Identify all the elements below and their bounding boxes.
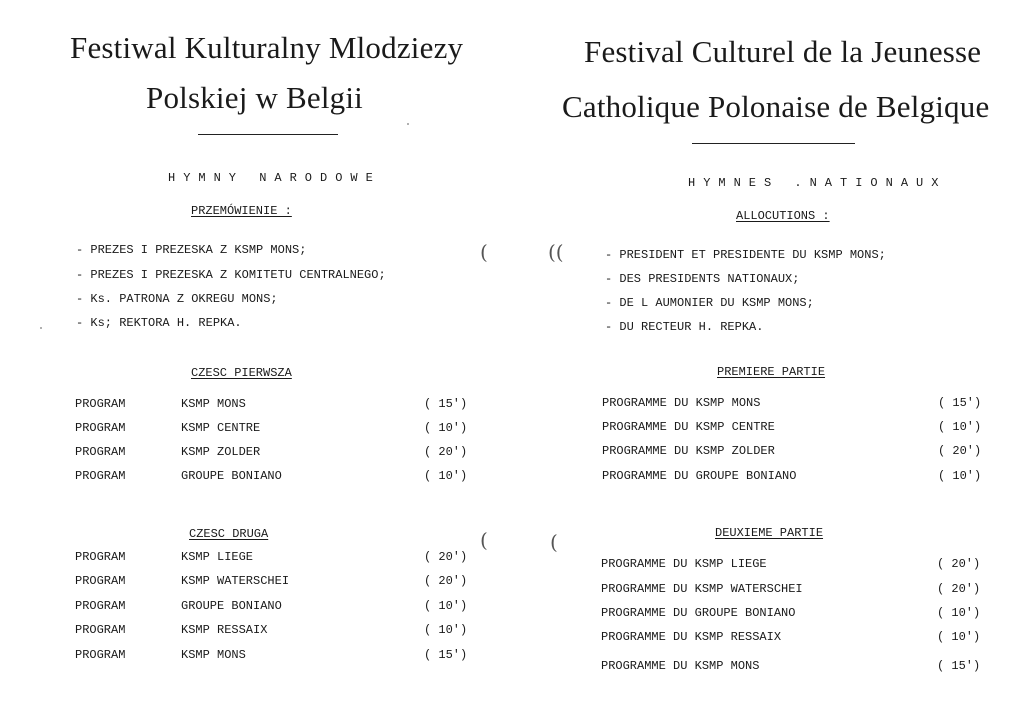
program-label: PROGRAMME DU KSMP CENTRE: [602, 420, 775, 434]
program-row: [0, 648, 512, 664]
speech-item: - Ks; REKTORA H. REPKA.: [76, 316, 242, 330]
speech-item: - PRESIDENT ET PRESIDENTE DU KSMP MONS;: [605, 248, 886, 262]
binder-mark: (: [480, 528, 488, 552]
program-duration: ( 15'): [937, 659, 981, 673]
anthem-heading: HYMNY NARODOWE: [168, 171, 381, 185]
program-group: KSMP MONS: [181, 648, 246, 662]
program-row: [0, 397, 512, 413]
program-row: [0, 421, 512, 437]
program-group: KSMP LIEGE: [181, 550, 254, 564]
program-label: PROGRAMME DU KSMP MONS: [601, 659, 760, 673]
program-group: KSMP RESSAIX: [181, 623, 268, 637]
program-label: PROGRAM: [75, 421, 126, 435]
paper-speck: [407, 123, 409, 125]
program-label: PROGRAMME DU KSMP ZOLDER: [602, 444, 775, 458]
program-label: PROGRAMME DU GROUPE BONIANO: [602, 469, 797, 483]
title-divider: [692, 143, 855, 144]
speech-item: - DE L AUMONIER DU KSMP MONS;: [605, 296, 814, 310]
program-row: [512, 396, 1024, 412]
speech-item: - DES PRESIDENTS NATIONAUX;: [605, 272, 800, 286]
speech-item: - PREZES I PREZESKA Z KSMP MONS;: [76, 243, 307, 257]
program-duration: ( 20'): [424, 445, 468, 459]
program-label: PROGRAMME DU KSMP RESSAIX: [601, 630, 782, 644]
program-row: [512, 444, 1024, 460]
speech-item: - Ks. PATRONA Z OKREGU MONS;: [76, 292, 278, 306]
part1-heading: CZESC PIERWSZA: [191, 366, 292, 380]
program-label: PROGRAMME DU KSMP MONS: [602, 396, 761, 410]
program-row: [0, 469, 512, 485]
program-label: PROGRAM: [75, 599, 126, 613]
part2-heading: DEUXIEME PARTIE: [715, 526, 824, 540]
program-row: [0, 445, 512, 461]
program-row: [512, 420, 1024, 436]
program-row: [0, 550, 512, 566]
program-duration: ( 10'): [424, 623, 468, 637]
festival-title-line2: Polskiej w Belgii: [146, 80, 363, 115]
program-label: PROGRAM: [75, 550, 126, 564]
program-row: [512, 659, 1024, 675]
speech-item: - PREZES I PREZESKA Z KOMITETU CENTRALNEGO;: [76, 268, 386, 282]
festival-title-line1: Festival Culturel de la Jeunesse: [584, 34, 982, 69]
program-duration: ( 10'): [424, 469, 468, 483]
program-label: PROGRAM: [75, 648, 126, 662]
binder-mark: (: [550, 530, 558, 554]
program-label: PROGRAMME DU KSMP WATERSCHEI: [601, 582, 803, 596]
program-row: [512, 582, 1024, 598]
binder-mark: (: [480, 240, 488, 264]
program-row: [512, 557, 1024, 573]
program-duration: ( 10'): [424, 599, 468, 613]
festival-title-line2: Catholique Polonaise de Belgique: [562, 89, 990, 124]
program-row: [512, 606, 1024, 622]
program-duration: ( 10'): [937, 606, 981, 620]
anthem-heading: HYMNES .NATIONAUX: [688, 176, 947, 190]
part1-heading: PREMIERE PARTIE: [717, 365, 826, 379]
program-duration: ( 10'): [424, 421, 468, 435]
program-label: PROGRAM: [75, 445, 126, 459]
program-label: PROGRAMME DU GROUPE BONIANO: [601, 606, 796, 620]
part2-heading: CZESC DRUGA: [189, 527, 269, 541]
program-label: PROGRAM: [75, 397, 126, 411]
program-group: GROUPE BONIANO: [181, 599, 282, 613]
program-row: [0, 623, 512, 639]
program-label: PROGRAM: [75, 469, 126, 483]
speeches-heading: PRZEMÓWIENIE :: [191, 204, 292, 218]
program-duration: ( 20'): [937, 582, 981, 596]
binder-mark: ((: [548, 240, 564, 264]
program-group: KSMP WATERSCHEI: [181, 574, 290, 588]
program-row: [512, 469, 1024, 485]
title-divider: [198, 134, 338, 135]
program-duration: ( 10'): [938, 469, 982, 483]
program-group: KSMP ZOLDER: [181, 445, 261, 459]
program-label: PROGRAM: [75, 623, 126, 637]
program-duration: ( 10'): [937, 630, 981, 644]
program-duration: ( 20'): [937, 557, 981, 571]
program-group: KSMP CENTRE: [181, 421, 261, 435]
speech-item: - DU RECTEUR H. REPKA.: [605, 320, 764, 334]
program-group: KSMP MONS: [181, 397, 246, 411]
program-row: [512, 630, 1024, 646]
program-duration: ( 20'): [424, 574, 468, 588]
program-duration: ( 15'): [938, 396, 982, 410]
program-label: PROGRAM: [75, 574, 126, 588]
festival-title-line1: Festiwal Kulturalny Mlodziezy: [70, 30, 464, 65]
program-page-french: [512, 0, 1024, 716]
program-label: PROGRAMME DU KSMP LIEGE: [601, 557, 767, 571]
paper-speck: [40, 327, 42, 329]
program-duration: ( 15'): [424, 397, 468, 411]
program-row: [0, 599, 512, 615]
program-row: [0, 574, 512, 590]
program-group: GROUPE BONIANO: [181, 469, 282, 483]
speeches-heading: ALLOCUTIONS :: [736, 209, 830, 223]
program-duration: ( 20'): [938, 444, 982, 458]
program-duration: ( 10'): [938, 420, 982, 434]
program-duration: ( 15'): [424, 648, 468, 662]
program-duration: ( 20'): [424, 550, 468, 564]
